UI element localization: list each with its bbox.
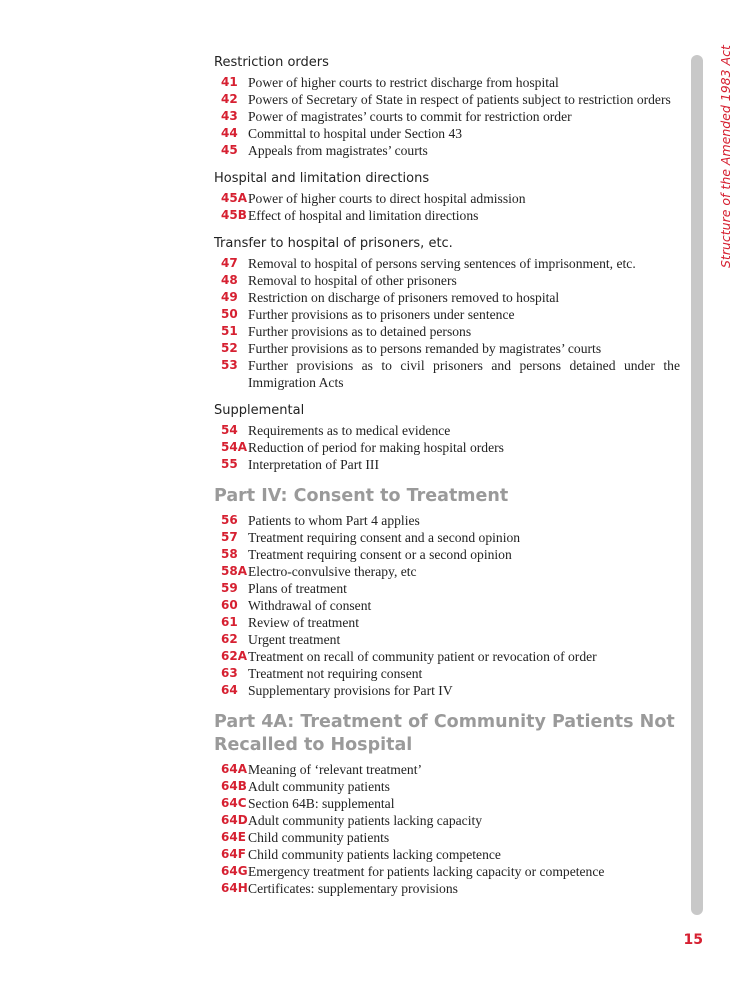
subsection-heading: Hospital and limitation directions xyxy=(214,171,430,186)
section-title: Review of treatment xyxy=(248,615,359,630)
section-number: 51 xyxy=(221,324,238,338)
section-entry xyxy=(214,778,680,795)
section-number: 48 xyxy=(221,273,238,287)
section-entry xyxy=(214,580,680,597)
section-entry xyxy=(214,761,680,778)
section-number: 64D xyxy=(221,813,248,827)
section-number: 54 xyxy=(221,423,238,437)
section-number: 62A xyxy=(221,649,247,663)
section-entry xyxy=(214,74,680,91)
section-number: 64F xyxy=(221,847,246,861)
part-title: Part 4A: Treatment of Community Patients Not Recalled to Hospital xyxy=(214,712,675,755)
section-number: 57 xyxy=(221,530,238,544)
section-entry xyxy=(214,829,680,846)
section-title: Effect of hospital and limitation directions xyxy=(248,208,479,223)
section-title: Emergency treatment for patients lacking capacity or competence xyxy=(248,864,605,879)
section-number: 64G xyxy=(221,864,248,878)
section-number: 60 xyxy=(221,598,238,612)
section-entry xyxy=(214,665,680,682)
subsection xyxy=(214,403,680,473)
section-number: 64 xyxy=(221,683,238,697)
section-title: Child community patients lacking competence xyxy=(248,847,501,862)
sidebar-bar xyxy=(691,55,703,915)
section-number: 45A xyxy=(221,191,247,205)
section-title: Further provisions as to persons remanded by magistrates’ courts xyxy=(248,341,602,356)
section-number: 43 xyxy=(221,109,238,123)
section-entry xyxy=(214,190,680,207)
section-number: 41 xyxy=(221,75,238,89)
section-title: Adult community patients lacking capacity xyxy=(248,813,483,828)
section-title: Plans of treatment xyxy=(248,581,347,596)
section-title: Patients to whom Part 4 applies xyxy=(248,513,420,528)
section-title: Further provisions as to civil prisoners and persons detained under the Immigration Acts xyxy=(248,358,680,390)
section-title: Electro-convulsive therapy, etc xyxy=(248,564,417,579)
section-entry xyxy=(214,648,680,665)
section-title: Committal to hospital under Section 43 xyxy=(248,126,463,141)
section-entry xyxy=(214,422,680,439)
section-title: Power of higher courts to direct hospital admission xyxy=(248,191,526,206)
section-number: 53 xyxy=(221,358,238,372)
section-title: Requirements as to medical evidence xyxy=(248,423,451,438)
section-entry xyxy=(214,255,680,272)
section-entry xyxy=(214,323,680,340)
subsection-heading: Transfer to hospital of prisoners, etc. xyxy=(214,236,453,251)
section-entry xyxy=(214,614,680,631)
section-number: 47 xyxy=(221,256,238,270)
section-title: Treatment requiring consent or a second opinion xyxy=(248,547,512,562)
section-entry xyxy=(214,563,680,580)
section-title: Adult community patients xyxy=(248,779,390,794)
section-number: 61 xyxy=(221,615,238,629)
section-entry xyxy=(214,108,680,125)
section-entry xyxy=(214,125,680,142)
section-title: Certificates: supplementary provisions xyxy=(248,881,458,896)
section-entry xyxy=(214,306,680,323)
section-title: Treatment on recall of community patient or revocation of order xyxy=(248,649,597,664)
section-entry xyxy=(214,439,680,456)
section-title: Removal to hospital of persons serving sentences of imprisonment, etc. xyxy=(248,256,636,271)
section-title: Appeals from magistrates’ courts xyxy=(248,143,428,158)
section-title: Interpretation of Part III xyxy=(248,457,379,472)
section-number: 45B xyxy=(221,208,247,222)
section-number: 45 xyxy=(221,143,238,157)
subsection xyxy=(214,236,680,391)
section-title: Power of magistrates’ courts to commit for restriction order xyxy=(248,109,572,124)
section-entry xyxy=(214,546,680,563)
section-entry xyxy=(214,207,680,224)
section-title: Powers of Secretary of State in respect of patients subject to restriction orders xyxy=(248,92,671,107)
section-entry xyxy=(214,91,680,108)
part-title: Part IV: Consent to Treatment xyxy=(214,486,509,506)
section-number: 44 xyxy=(221,126,238,140)
section-title: Further provisions as to detained persons xyxy=(248,324,472,339)
subsection xyxy=(214,171,680,224)
section-title: Supplementary provisions for Part IV xyxy=(248,683,453,698)
section-entry xyxy=(214,512,680,529)
section-number: 54A xyxy=(221,440,247,454)
section-title: Treatment requiring consent and a second opinion xyxy=(248,530,521,545)
contents-list xyxy=(214,55,680,909)
section-entry xyxy=(214,863,680,880)
section-number: 55 xyxy=(221,457,238,471)
part-section xyxy=(214,711,680,897)
section-title: Meaning of ‘relevant treatment’ xyxy=(248,762,422,777)
section-number: 49 xyxy=(221,290,238,304)
section-title: Withdrawal of consent xyxy=(248,598,372,613)
section-entry xyxy=(214,682,680,699)
section-title: Child community patients xyxy=(248,830,390,845)
section-entry xyxy=(214,880,680,897)
section-entry xyxy=(214,795,680,812)
section-title: Reduction of period for making hospital orders xyxy=(248,440,504,455)
section-entry xyxy=(214,272,680,289)
subsection-heading: Restriction orders xyxy=(214,55,329,70)
section-number: 64C xyxy=(221,796,247,810)
section-entry xyxy=(214,142,680,159)
section-entry xyxy=(214,812,680,829)
section-title: Section 64B: supplemental xyxy=(248,796,395,811)
section-number: 64E xyxy=(221,830,246,844)
section-number: 58A xyxy=(221,564,247,578)
section-entry xyxy=(214,289,680,306)
subsection-heading: Supplemental xyxy=(214,403,305,418)
section-entry xyxy=(214,846,680,863)
section-number: 63 xyxy=(221,666,238,680)
section-number: 56 xyxy=(221,513,238,527)
part-section xyxy=(214,485,680,699)
section-number: 59 xyxy=(221,581,238,595)
section-entry xyxy=(214,340,680,357)
section-title: Further provisions as to prisoners under sentence xyxy=(248,307,515,322)
section-entry xyxy=(214,529,680,546)
section-title: Power of higher courts to restrict discharge from hospital xyxy=(248,75,559,90)
section-number: 50 xyxy=(221,307,238,321)
section-number: 52 xyxy=(221,341,238,355)
section-number: 62 xyxy=(221,632,238,646)
section-title: Removal to hospital of other prisoners xyxy=(248,273,457,288)
section-number: 42 xyxy=(221,92,238,106)
section-number: 64A xyxy=(221,762,247,776)
section-number: 64B xyxy=(221,779,247,793)
page-number: 15 xyxy=(683,932,703,948)
section-entry xyxy=(214,597,680,614)
side-title: Structure of the Amended 1983 Act xyxy=(718,45,733,268)
section-number: 58 xyxy=(221,547,238,561)
subsection xyxy=(214,55,680,159)
section-entry xyxy=(214,357,680,391)
section-title: Urgent treatment xyxy=(248,632,341,647)
section-entry xyxy=(214,631,680,648)
section-number: 64H xyxy=(221,881,248,895)
section-title: Treatment not requiring consent xyxy=(248,666,423,681)
section-title: Restriction on discharge of prisoners removed to hospital xyxy=(248,290,560,305)
section-entry xyxy=(214,456,680,473)
